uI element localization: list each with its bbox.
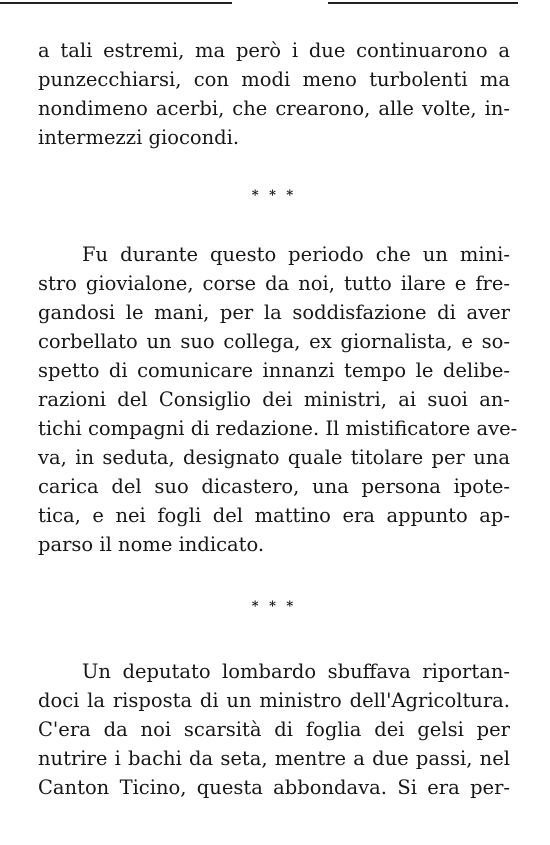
paragraph-3: [38, 657, 510, 802]
text-line: intermezzi giocondi.: [38, 126, 240, 149]
text-line: parso il nome indicato.: [38, 533, 265, 556]
text-line: nutrire i bachi da seta, mentre a due passi, nel: [38, 747, 510, 770]
paragraph-2: [38, 240, 518, 559]
text-line: razioni del Consiglio dei ministri, ai suoi an-: [38, 388, 510, 411]
text-line: carica del suo dicastero, una persona ipote-: [38, 475, 510, 498]
text-line: C'era da noi scarsità di foglia dei gelsi per: [38, 718, 510, 741]
text-line: tichi compagni di redazione. Il mistificatore ave-: [38, 417, 518, 440]
text-line: va, in seduta, designato quale titolare per una: [38, 446, 510, 469]
text-line: corbellato un suo collega, ex giornalista, e so-: [38, 330, 510, 353]
text-line: Fu durante questo periodo che un mini-: [82, 243, 510, 266]
text-line: Un deputato lombardo sbuffava riportan-: [82, 660, 510, 683]
page-body: [38, 36, 518, 802]
header-rule-right: [328, 2, 518, 4]
section-separator: * * *: [251, 188, 297, 203]
text-line: a tali estremi, ma però i due continuarono a: [38, 39, 510, 62]
header-rule-left: [0, 2, 232, 4]
text-line: punzecchiarsi, con modi meno turbolenti ma: [38, 68, 510, 91]
text-line: spetto di comunicare innanzi tempo le delibe-: [38, 359, 510, 382]
section-separator: * * *: [251, 599, 297, 614]
text-line: Canton Ticino, questa abbondava. Si era per-: [38, 776, 510, 799]
text-line: nondimeno acerbi, che crearono, alle volte, in-: [38, 97, 510, 120]
paragraph-1: [38, 36, 510, 152]
text-line: gandosi le mani, per la soddisfazione di aver: [38, 301, 510, 324]
text-line: tica, e nei fogli del mattino era appunto ap-: [38, 504, 510, 527]
text-line: stro giovialone, corse da noi, tutto ilare e fre-: [38, 272, 510, 295]
text-line: doci la risposta di un ministro dell'Agricoltura.: [38, 689, 510, 712]
